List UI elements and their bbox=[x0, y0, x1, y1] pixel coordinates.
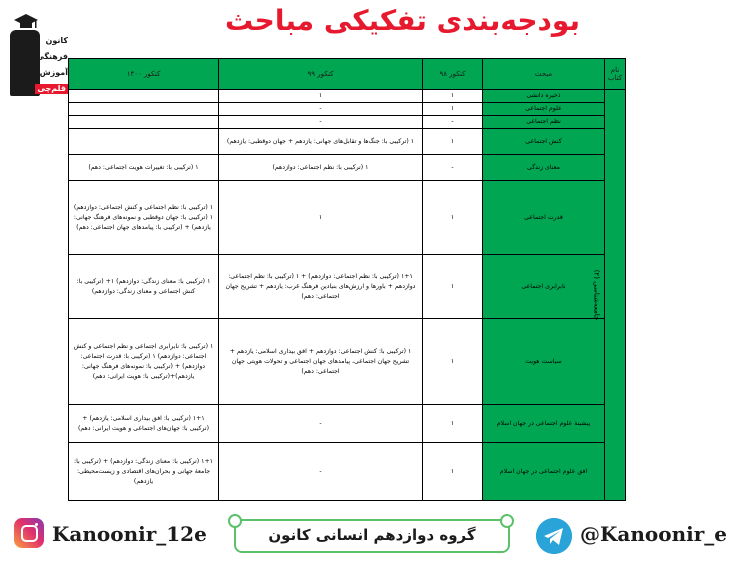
konkur-1400-cell bbox=[69, 90, 219, 103]
topic-cell: سیاست هویت bbox=[483, 319, 605, 405]
konkur-99-cell: ۱ (ترکیبی با: نظم اجتماعی: دوازدهم) bbox=[219, 155, 423, 181]
konkur-1400-cell bbox=[69, 116, 219, 129]
konkur-99-cell: ۱ (ترکیبی با: کنش اجتماعی: دوازدهم + افق بیداری اسلامی: یازدهم + تشریح جهان اجتماعی، پیامدهای جهان اجتماعی و تحولات هویتی جهان اجتماعی: دهم) bbox=[219, 319, 423, 405]
group-banner bbox=[228, 516, 514, 554]
book-name-cell bbox=[592, 90, 626, 501]
instagram-text: Kanoonir_12e bbox=[52, 522, 207, 546]
topic-budget-table bbox=[68, 58, 626, 501]
header-book: نام کتاب bbox=[605, 59, 626, 90]
header-topic: مبحث bbox=[483, 59, 605, 90]
table-row bbox=[69, 90, 626, 103]
konkur-98-cell: ۱ bbox=[423, 443, 483, 501]
group-banner-frame bbox=[234, 519, 510, 553]
topic-cell: علوم اجتماعی bbox=[483, 103, 605, 116]
konkur-1400-cell: ۱+۱ (ترکیبی با: معنای زندگی: دوازدهم) + (ترکیبی با: جامعهٔ جهانی و بحران‌های اقتصادی و زیست‌محیطی: یازدهم) bbox=[69, 443, 219, 501]
header-konkur-1400: کنکور ۱۴۰۰ bbox=[69, 59, 219, 90]
banner-dot-left bbox=[228, 514, 242, 528]
konkur-99-cell: - bbox=[219, 443, 423, 501]
logo-line-1: کانون bbox=[45, 36, 68, 45]
konkur-1400-cell: ۱+۱ (ترکیبی با: افق بیداری اسلامی: یازدهم) + (ترکیبی با: جهان‌های اجتماعی و هویت ایرانی: دهم) bbox=[69, 405, 219, 443]
topic-cell: ذخیره دانشی bbox=[483, 90, 605, 103]
table-row bbox=[69, 103, 626, 116]
topic-cell: کنش اجتماعی bbox=[483, 129, 605, 155]
konkur-99-cell: ۱ (ترکیبی با: جنگ‌ها و تقابل‌های جهانی: یازدهم + جهان دوقطبی: یازدهم) bbox=[219, 129, 423, 155]
table-row bbox=[69, 116, 626, 129]
konkur-98-cell: ۱ bbox=[423, 90, 483, 103]
konkur-98-cell: ۱ bbox=[423, 255, 483, 319]
topic-cell: معنای زندگی bbox=[483, 155, 605, 181]
graduation-cap-icon bbox=[14, 12, 38, 32]
konkur-1400-cell: ۱ (ترکیبی با: تغییرات هویت اجتماعی: دهم) bbox=[69, 155, 219, 181]
header-konkur-98: کنکور ۹۸ bbox=[423, 59, 483, 90]
konkur-98-cell: ۱ bbox=[423, 103, 483, 116]
konkur-1400-cell: ۱ (ترکیبی با: معنای زندگی: دوازدهم) ۱+ (ترکیبی با: کنش اجتماعی و معنای زندگی: دوازدهم) bbox=[69, 255, 219, 319]
topic-cell: نظم اجتماعی bbox=[483, 116, 605, 129]
konkur-98-cell: - bbox=[423, 155, 483, 181]
table-row bbox=[69, 255, 626, 319]
konkur-1400-cell: ۱ (ترکیبی با: نابرابری اجتماعی و نظم اجتماعی و کنش اجتماعی: دوازدهم) ۱ (ترکیبی با: قدرت اجتماعی: دوازدهم) + (ترکیبی با: نمونه‌های فرهنگ جهانی: یازدهم)+(ترکیبی با: هویت ایرانی: دهم) bbox=[69, 319, 219, 405]
table-row bbox=[69, 405, 626, 443]
table-row bbox=[69, 181, 626, 255]
topic-cell: افق علوم اجتماعی در جهان اسلام bbox=[483, 443, 605, 501]
group-name: گروه دوازدهم انسانی کانون bbox=[268, 526, 476, 544]
book-name: جامعه‌شناسی (۲) bbox=[592, 269, 601, 320]
konkur-1400-cell bbox=[69, 129, 219, 155]
konkur-99-cell: ۱ bbox=[219, 90, 423, 103]
telegram-handle[interactable] bbox=[534, 516, 744, 556]
kanoon-logo bbox=[6, 12, 68, 100]
telegram-icon bbox=[536, 518, 572, 554]
konkur-1400-cell bbox=[69, 103, 219, 116]
topic-cell: نابرابری اجتماعی bbox=[483, 255, 605, 319]
topic-cell: پیشینهٔ علوم اجتماعی در جهان اسلام bbox=[483, 405, 605, 443]
konkur-98-cell: - bbox=[423, 116, 483, 129]
topic-cell: قدرت اجتماعی bbox=[483, 181, 605, 255]
konkur-98-cell: ۱ bbox=[423, 319, 483, 405]
table-row bbox=[69, 155, 626, 181]
table-row bbox=[69, 129, 626, 155]
konkur-99-cell: - bbox=[219, 405, 423, 443]
konkur-1400-cell: ۱ (ترکیبی با: نظم اجتماعی و کنش اجتماعی: دوازدهم) ۱ (ترکیبی با: جهان دوقطبی و نمونه‌های فرهنگ جهانی: یازدهم) + (ترکیبی با: پیامدهای جهان اجتماعی: دهم) bbox=[69, 181, 219, 255]
konkur-98-cell: ۱ bbox=[423, 405, 483, 443]
table-row bbox=[69, 443, 626, 501]
konkur-99-cell: ۱+۱ (ترکیبی با: نظم اجتماعی: دوازدهم) + ۱ (ترکیبی با: نظم اجتماعی: دوازدهم + باورها و ارزش‌های بنیادین فرهنگ غرب: یازدهم + تشریح جهان اجتماعی: دهم) bbox=[219, 255, 423, 319]
konkur-98-cell: ۱ bbox=[423, 181, 483, 255]
logo-line-2: فرهنگی bbox=[36, 52, 68, 61]
konkur-99-cell: - bbox=[219, 116, 423, 129]
konkur-99-cell: - bbox=[219, 103, 423, 116]
logo-line-4: قلم‌چی bbox=[37, 84, 66, 93]
banner-dot-right bbox=[500, 514, 514, 528]
telegram-text: @Kanoonir_e bbox=[580, 522, 727, 546]
table-header-row bbox=[69, 59, 626, 90]
logo-line-3: آموزش bbox=[39, 68, 68, 77]
table-row bbox=[69, 319, 626, 405]
page-title: بودجه‌بندی تفکیکی مباحث bbox=[225, 4, 580, 37]
header-konkur-99: کنکور ۹۹ bbox=[219, 59, 423, 90]
konkur-99-cell: ۱ bbox=[219, 181, 423, 255]
instagram-icon bbox=[14, 518, 44, 548]
konkur-98-cell: ۱ bbox=[423, 129, 483, 155]
